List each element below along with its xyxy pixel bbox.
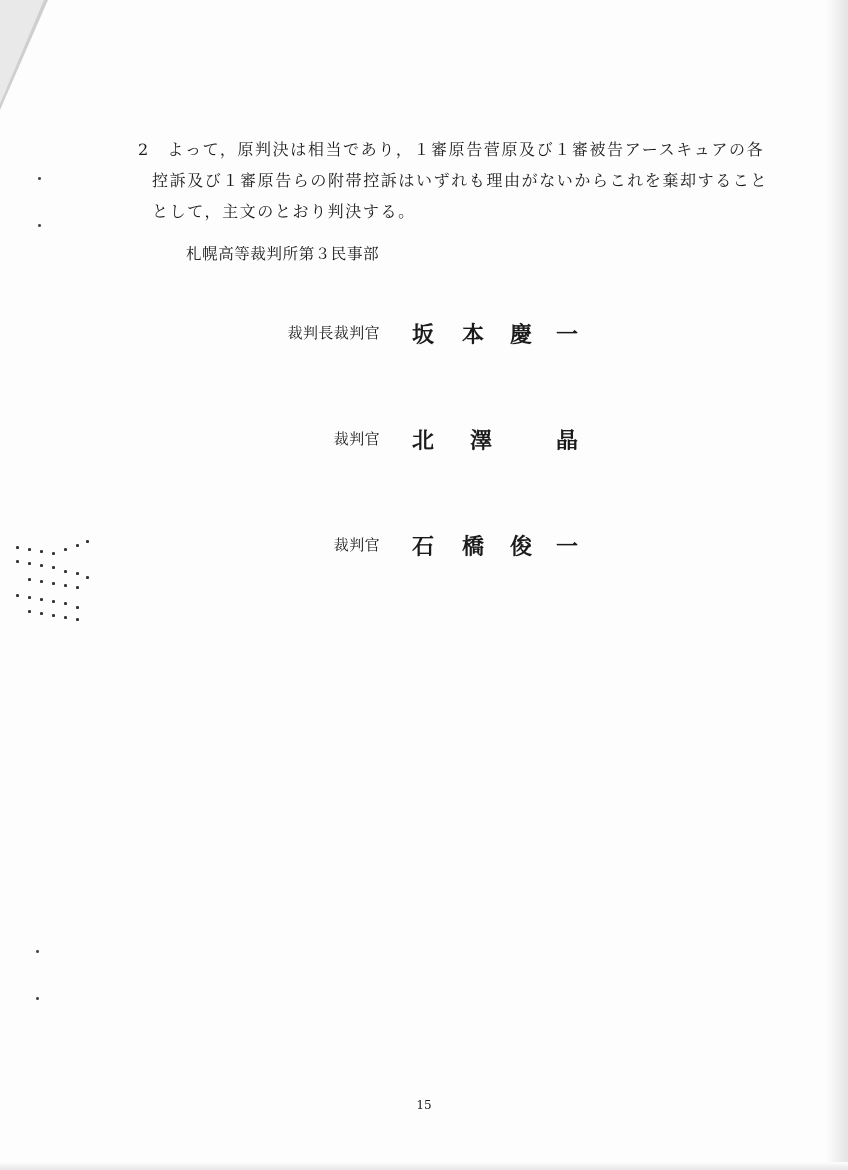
judge-name-char: 本 bbox=[462, 322, 485, 348]
paragraph-line: として，主文のとおり判決する。 bbox=[152, 202, 416, 221]
scan-dot bbox=[76, 618, 79, 621]
judge-signature-presiding bbox=[0, 318, 848, 358]
scan-dot bbox=[76, 586, 79, 589]
scan-dot bbox=[28, 610, 31, 613]
judge-name-char: 慶 bbox=[510, 322, 533, 348]
judge-name-char: 一 bbox=[556, 322, 579, 348]
scan-dot bbox=[40, 580, 43, 583]
judge-name-char: 澤 bbox=[470, 428, 493, 454]
scan-speck bbox=[38, 177, 41, 180]
scan-dot bbox=[64, 602, 67, 605]
judge-name-char: 一 bbox=[556, 534, 579, 560]
scan-dot bbox=[52, 614, 55, 617]
page-number: 15 bbox=[416, 1098, 432, 1112]
scan-dot bbox=[64, 584, 67, 587]
judge-title: 裁判官 bbox=[333, 536, 380, 554]
scan-speck bbox=[36, 997, 39, 1000]
judge-title: 裁判長裁判官 bbox=[287, 324, 380, 342]
scan-dot bbox=[64, 616, 67, 619]
scan-speck bbox=[36, 950, 39, 953]
judge-name-char: 橋 bbox=[462, 534, 485, 560]
judge-signature-associate-1 bbox=[0, 424, 848, 464]
scan-dot bbox=[28, 596, 31, 599]
judgment-paragraph bbox=[138, 134, 788, 227]
judge-name-char: 石 bbox=[412, 534, 435, 560]
judge-name-char: 坂 bbox=[412, 322, 435, 348]
judge-name-char: 北 bbox=[412, 428, 435, 454]
scan-dot bbox=[52, 582, 55, 585]
paragraph-line: 2 よって，原判決は相当であり，１審原告菅原及び１審被告アースキュアの各 bbox=[138, 140, 765, 159]
paragraph-line: 控訴及び１審原告らの附帯控訴はいずれも理由がないからこれを棄却すること bbox=[152, 171, 769, 190]
judge-title: 裁判官 bbox=[333, 430, 380, 448]
scan-dot bbox=[76, 606, 79, 609]
scan-dot bbox=[28, 578, 31, 581]
folded-corner-highlight bbox=[0, 0, 44, 104]
scan-bottom-shadow bbox=[0, 1162, 848, 1170]
judge-name-char: 晶 bbox=[556, 428, 579, 454]
scan-dot bbox=[40, 598, 43, 601]
scan-dot bbox=[64, 570, 67, 573]
scan-dot bbox=[76, 572, 79, 575]
scan-dot bbox=[86, 576, 89, 579]
court-name: 札幌高等裁判所第３民事部 bbox=[186, 245, 380, 263]
judge-signature-associate-2 bbox=[0, 530, 848, 570]
scan-dot bbox=[52, 600, 55, 603]
judge-name-char: 俊 bbox=[510, 534, 533, 560]
scan-dot bbox=[40, 612, 43, 615]
scan-dot bbox=[16, 594, 19, 597]
scan-speck bbox=[38, 224, 41, 227]
scan-edge-shadow bbox=[826, 0, 848, 1170]
